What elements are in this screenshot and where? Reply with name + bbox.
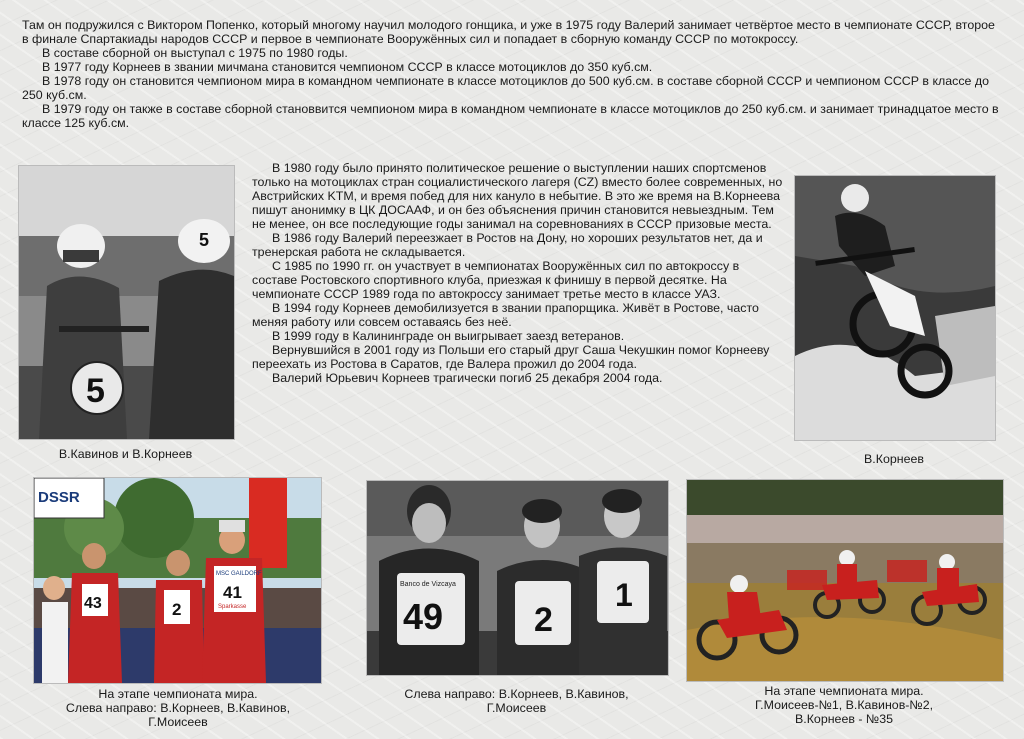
- middle-paragraph: Валерий Юрьевич Корнеев трагически погиб 25 декабря 2004 года.: [272, 371, 663, 385]
- middle-paragraph: Вернувшийся в 2001 году из Польши его старый друг Саша Чекушкин помог Корнееву переехать из Ростова в Саратов, где Валера прожил до 2004 года.: [252, 343, 770, 371]
- top-text-block: [22, 18, 1004, 130]
- caption-line: На этапе чемпионата мира.: [764, 684, 924, 698]
- caption-line: В.Корнеев - №35: [795, 712, 893, 726]
- caption-line: Г.Моисеев: [486, 701, 547, 715]
- bib-49: 49: [403, 596, 444, 637]
- caption-photo1: В.Кавинов и В.Корнеев: [58, 447, 193, 461]
- photo-three-riders: [366, 480, 669, 676]
- bib-2-bw: 2: [534, 601, 553, 639]
- caption-photo3: [28, 687, 328, 729]
- caption-line: Слева направо: В.Корнеев, В.Кавинов,: [404, 687, 629, 701]
- middle-paragraph: С 1985 по 1990 гг. он участвует в чемпионатах Вооружённых сил по автокроссу в составе Ростовского спортивного клуба, приезжая к финишу в первой десятке. На чемпионате СССР 1989 года по автокроссу занимает третье место в классе УАЗ.: [252, 259, 740, 301]
- middle-text-block: [252, 161, 784, 385]
- bib-1: 1: [615, 577, 633, 613]
- bib-2-color: 2: [172, 600, 182, 619]
- photo-race-start: [686, 479, 1004, 682]
- photo-kavinov-korneev: [18, 165, 235, 440]
- caption-line: Г.Моисеев: [148, 715, 208, 729]
- middle-paragraph: В 1980 году было принято политическое решение о выступлении наших спортсменов только на мотоциклах стран социалистического лагеря (CZ) вместо более современных, но Австрийских KTM, и время побед для них кануло в небытие. В это же время на В.Корнеева пишут анонимку в ЦК ДОСААФ, и он без объяснения причин становится невыездным. Тем не менее, он все последующие годы занимал на соревнованиях в СССР призовые места.: [252, 161, 783, 231]
- photo-team-color: [33, 477, 322, 684]
- svg-text:5: 5: [199, 230, 210, 250]
- top-paragraph: Там он подружился с Виктором Попенко, который многому научил молодого гонщика, и уже в 1975 году Валерий занимает четвёртое место в чемпионате СССР, второе в финале Спартакиады народов СССР и первое в чемпионате Вооружённых сил и попадает в сборную команду СССР по мотокроссу.: [22, 18, 995, 46]
- bib-41: 41: [223, 583, 242, 602]
- photo-korneev-jump: [794, 175, 996, 441]
- middle-paragraph: В 1986 году Валерий переезжает в Ростов на Дону, но хороших результатов нет, да и тренерская работа не складывается.: [252, 231, 763, 259]
- caption-line: Г.Моисеев-№1, В.Кавинов-№2,: [754, 698, 934, 712]
- caption-photo4: [366, 687, 667, 715]
- top-paragraph: В 1979 году он также в составе сборной становвится чемпионом мира в командном чемпионате в классе мотоциклов до 250 куб.см. и занимает тринадцатое место в классе 125 куб.см.: [22, 102, 999, 130]
- bib-sponsor: MSC GAILDORF: [216, 571, 262, 577]
- bike-number-plate: 5: [86, 372, 105, 410]
- bib-43: 43: [84, 595, 102, 612]
- bib-sponsor-text: Banco de Vizcaya: [400, 581, 456, 588]
- caption-line: Слева направо: В.Корнеев, В.Кавинов,: [65, 701, 291, 715]
- top-paragraph: В 1978 году он становится чемпионом мира в командном чемпионате в классе мотоциклов до 500 куб.см. в составе сборной СССР и чемпионом СССР в классе до 250 куб.см.: [22, 74, 989, 102]
- bib-sponsor2: Sparkasse: [218, 604, 247, 610]
- top-paragraph: В составе сборной он выступал с 1975 по 1980 годы.: [42, 46, 348, 60]
- sign-dssr: DSSR: [38, 489, 80, 506]
- middle-paragraph: В 1994 году Корнеев демобилизуется в звании прапорщика. Живёт в Ростове, часто меняя работу или совсем оставаясь без неё.: [252, 301, 759, 329]
- middle-paragraph: В 1999 году в Калининграде он выигрывает заезд ветеранов.: [272, 329, 625, 343]
- caption-photo5: [686, 684, 1002, 726]
- top-paragraph: В 1977 году Корнеев в звании мичмана становится чемпионом СССР в классе мотоциклов до 350 куб.см.: [42, 60, 653, 74]
- caption-line: На этапе чемпионата мира.: [98, 687, 258, 701]
- caption-photo2: В.Корнеев: [864, 452, 924, 466]
